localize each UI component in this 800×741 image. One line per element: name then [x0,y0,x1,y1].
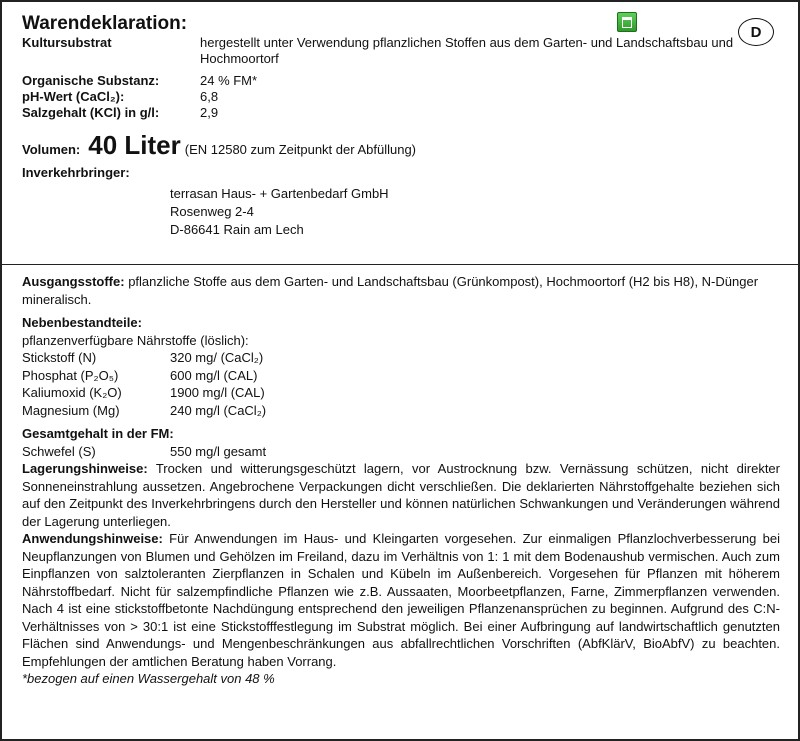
nutrient-row [22,367,780,385]
gesamtgehalt-label: Gesamtgehalt in der FM: [22,426,174,441]
info-row-kultursubstrat [22,35,784,67]
lagerungshinweise-text: Trocken und witterungsgeschützt lagern, vor Austrocknung bzw. Vernässung schützen, nicht direkter Sonneneinstrahlung aussetzen. Angebrochene Verpackungen dicht verschließen. Die deklarierten Nährstoffgehalte beziehen sich auf den Zeitpunkt des Inverkehrbringens durch den Hersteller und können natürlichen Schwankungen und Veränderungen während der Lagerung unterliegen. [22,461,780,529]
info-label: Organische Substanz: [22,73,160,88]
volume-value: 40 Liter [88,130,181,160]
nutrient-name: Magnesium (Mg) [22,402,120,418]
info-value: 2,9 [200,105,219,120]
nutrient-name: Phosphat (P₂O₅) [22,367,119,383]
nebenbestandteile-label: Nebenbestandteile: [22,315,142,330]
nutrient-row [22,402,780,420]
lagerungshinweise-label: Lagerungshinweise: [22,461,148,476]
ausgangsstoffe-label: Ausgangsstoffe: [22,274,125,289]
nutrient-row [22,443,780,461]
distributor-address [170,185,784,239]
info-row-salt [22,105,784,121]
nutrient-value: 240 mg/l (CaCl₂) [170,402,267,418]
anwendungshinweise-text: Für Anwendungen im Haus- und Kleingarten vorgesehen. Zur einmaligen Pflanzlochverbesserung bei Neupflanzungen von Blumen und Gehölzen im Freiland, dazu im Verhältnis von 1: 1 mit dem Bodenaushub vermischen. Auch zum Einpflanzen von salztoleranten Zierpflanzen in Schalen und Kübeln im Außenbereich. Vorgesehen für Pflanzen mit höherem Nährstoffbedarf. Nicht für salzempfindliche Pflanzen wie z.B. Aussaaten, Moorbeetpflanzen, Farne, Zimmerpflanzen verwenden. Nach 4 ist eine stickstoffbetonte Nachdüngung entsprechend den jeweiligen Pflanzenansprüchen zu beginnen. Aufgrund des C:N-Verhältnisses von > 30:1 ist eine Stickstofffestlegung im Substrat möglich. Bei einer Aufbringung auf landwirtschaftlich genutzten Flächen sind Anwendungs- und Mengenbeschränkungen aus abfallrechtlichen Vorschriften (AbfKlärV, BioAbfV) zu beachten. Empfehlungen der amtlichen Beratung haben Vorrang. [22,531,780,669]
nutrient-value: 550 mg/l gesamt [170,443,267,459]
info-row-ph [22,89,784,105]
lagerungshinweise-paragraph [22,460,780,530]
distributor-label: Inverkehrbringer: [22,165,130,180]
footnote: *bezogen auf einen Wassergehalt von 48 % [22,671,275,686]
volume-label: Volumen: [22,142,81,157]
nutrient-name: Stickstoff (N) [22,350,97,365]
nutrient-row [22,349,780,367]
country-badge: D [738,18,774,46]
declaration-details-section [22,273,780,688]
gesamtgehalt-block [22,425,780,460]
nutrient-value: 320 mg/ (CaCl₂) [170,350,264,365]
info-label: pH-Wert (CaCl₂): [22,89,125,104]
nebenbestandteile-block [22,314,780,419]
address-line: terrasan Haus- + Gartenbedarf GmbH [170,186,389,201]
info-row-organic [22,73,784,89]
anwendungshinweise-label: Anwendungshinweise: [22,531,163,546]
declaration-header-section [22,13,784,265]
nutrient-value: 1900 mg/l (CAL) [170,385,265,400]
info-value: 6,8 [200,89,219,104]
volume-line [22,130,784,161]
nutrient-value: 600 mg/l (CAL) [170,367,258,383]
print-icon[interactable] [617,12,637,32]
section-divider [2,264,798,265]
nebenbestandteile-sub: pflanzenverfügbare Nährstoffe (löslich): [22,332,249,348]
info-value: hergestellt unter Verwendung pflanzlichen Stoffen aus dem Garten- und Landschaftsbau und Hochmoortorf [200,35,734,66]
anwendungshinweise-paragraph [22,530,780,670]
address-line: Rosenweg 2-4 [170,204,254,219]
ausgangsstoffe-paragraph [22,273,780,308]
nutrient-row [22,384,780,402]
nutrient-name: Schwefel (S) [22,443,96,459]
page-title: Warendeklaration: [22,13,188,34]
nutrient-name: Kaliumoxid (K₂O) [22,385,122,400]
volume-note: (EN 12580 zum Zeitpunkt der Abfüllung) [184,142,417,157]
ausgangsstoffe-text: pflanzliche Stoffe aus dem Garten- und Landschaftsbau (Grünkompost), Hochmoortorf (H2 bis H8), N-Dünger mineralisch. [22,274,759,307]
info-label: Salzgehalt (KCl) in g/l: [22,105,160,120]
address-line: D-86641 Rain am Lech [170,222,304,237]
info-value: 24 % FM* [200,73,258,88]
info-label: Kultursubstrat [22,35,112,50]
